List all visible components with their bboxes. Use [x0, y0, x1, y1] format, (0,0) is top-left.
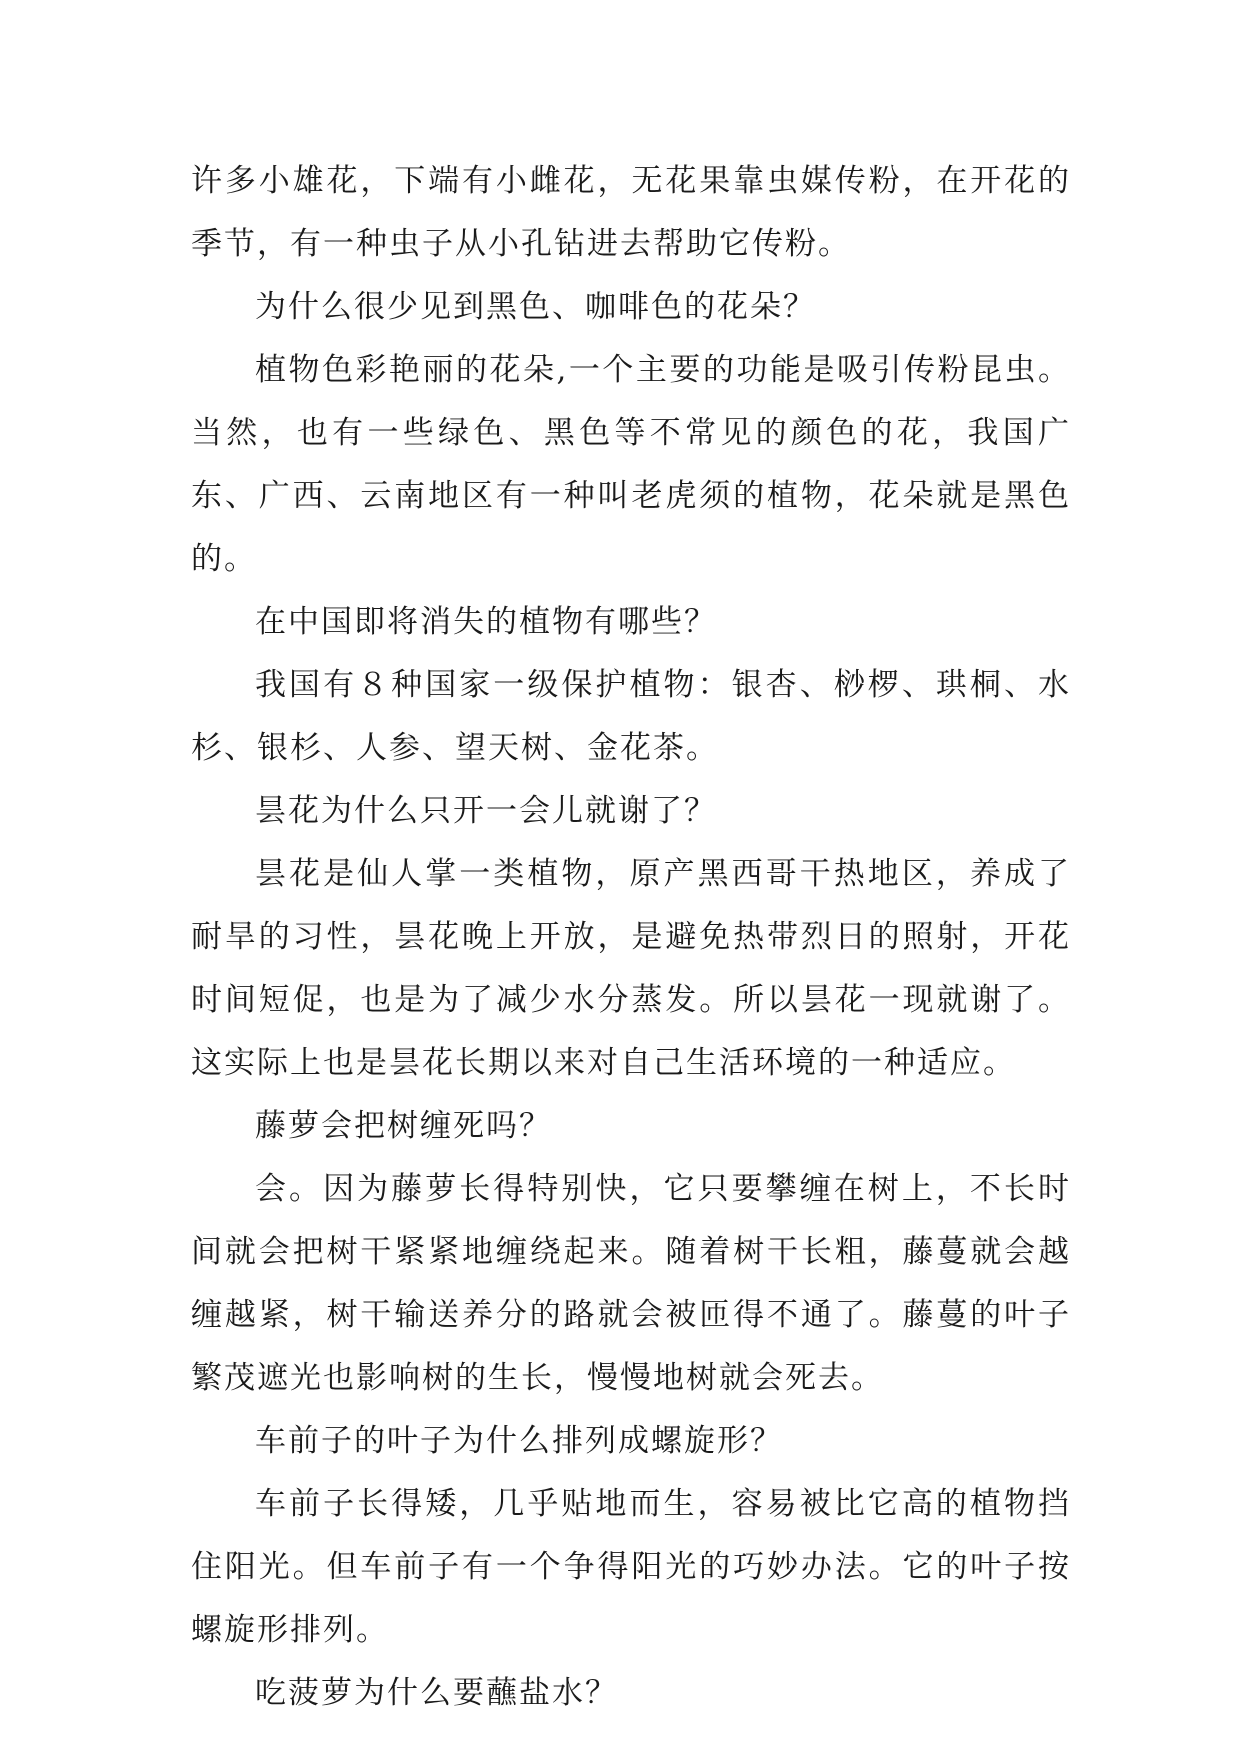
question-black-flowers: 为什么很少见到黑色、咖啡色的花朵？	[255, 289, 816, 325]
document-body	[191, 150, 1071, 1725]
answer-black-flowers: 植物色彩艳丽的花朵,一个主要的功能是吸引传粉昆虫。当然，也有一些绿色、黑色等不常见的颜色的花，我国广东、广西、云南地区有一种叫老虎须的植物，花朵就是黑色的。	[191, 352, 1071, 577]
question-plantain-leaves: 车前子的叶子为什么排列成螺旋形？	[255, 1423, 783, 1459]
question-epiphyllum: 昙花为什么只开一会儿就谢了？	[255, 793, 717, 829]
paragraph-fig-pollination: 许多小雄花，下端有小雌花，无花果靠虫媒传粉，在开花的季节，有一种虫子从小孔钻进去帮助它传粉。	[191, 163, 1071, 262]
answer-endangered-plants: 我国有８种国家一级保护植物：银杏、桫椤、珙桐、水杉、银杉、人参、望天树、金花茶。	[191, 667, 1071, 766]
question-endangered-plants: 在中国即将消失的植物有哪些？	[255, 604, 717, 640]
answer-plantain-leaves: 车前子长得矮，几乎贴地而生，容易被比它高的植物挡住阳光。但车前子有一个争得阳光的巧妙办法。它的叶子按螺旋形排列。	[191, 1486, 1071, 1648]
question-pineapple-salt: 吃菠萝为什么要蘸盐水？	[255, 1675, 618, 1711]
answer-epiphyllum: 昙花是仙人掌一类植物，原产黑西哥干热地区，养成了耐旱的习性，昙花晚上开放，是避免热带烈日的照射，开花时间短促，也是为了减少水分蒸发。所以昙花一现就谢了。这实际上也是昙花长期以来对自己生活环境的一种适应。	[191, 856, 1071, 1081]
answer-wisteria: 会。因为藤萝长得特别快，它只要攀缠在树上，不长时间就会把树干紧紧地缠绕起来。随着树干长粗，藤蔓就会越缠越紧，树干输送养分的路就会被匝得不通了。藤蔓的叶子繁茂遮光也影响树的生长，慢慢地树就会死去。	[191, 1171, 1071, 1396]
question-wisteria: 藤萝会把树缠死吗？	[255, 1108, 552, 1144]
